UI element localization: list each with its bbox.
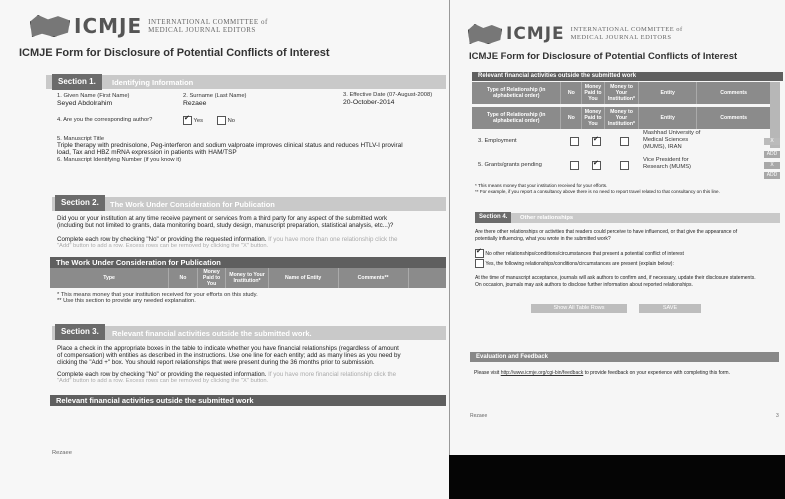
row2-no-checkbox[interactable] (570, 161, 579, 170)
visit-prefix: Please visit (474, 370, 500, 376)
section2-note2: ** Use this section to provide any needed explanation. (57, 298, 196, 304)
page2-note2: ** For example, if you report a consultancy above there is no need to report travel related to that consultancy on this line. (475, 189, 720, 194)
section3-para-line3: clicking the "Add +" box. You should report relationships that were present during the 36 months prior to submission. (57, 359, 375, 366)
col-money-institution: Money to Your Institution* (226, 268, 268, 288)
p2-col-no: No (561, 82, 582, 104)
section1-number: Section 1. (52, 74, 102, 90)
section3-para-line2: of compensation) with entities as described in the instructions. Use one line for each entity; add as many lines as you need by (57, 352, 401, 359)
section3-table-bar: Relevant financial activities outside the submitted work (50, 395, 446, 406)
surname-label: 2. Surname (Last Name) (183, 93, 247, 99)
world-map-icon-2 (468, 24, 502, 44)
section4-option-no[interactable] (475, 249, 684, 258)
row1-entity-line3: (MUMS), IRAN (643, 144, 682, 150)
logo2-sub-line1: INTERNATIONAL COMMITTEE of (570, 26, 683, 33)
p2-col-comments-2: Comments (720, 115, 748, 121)
section2-number: Section 2. (55, 195, 105, 211)
option-yes-label: Yes, the following relationships/conditions/circumstances are present (explain below): (485, 260, 674, 267)
row2-entity[interactable] (643, 157, 691, 171)
page2-footer: Rezaee (470, 413, 488, 419)
p2-col-money-paid-2: Money Paid to You (582, 107, 605, 129)
section2-complete-gray: If you have more than one relationship click the (268, 236, 398, 243)
section3-para-line1: Place a check in the appropriate boxes in the table to indicate whether you have financial relationships (regardless of amount (57, 345, 399, 352)
feedback-text (474, 370, 730, 376)
p2-col-type: Type of Relationship (in alphabetical order) (472, 82, 561, 104)
page2-note1: * This means money that your institution received for your efforts. (475, 183, 608, 188)
logo-name: ICMJE (74, 14, 143, 38)
evaluation-feedback-bar: Evaluation and Feedback (470, 352, 779, 362)
remove-row-button-2[interactable]: X (764, 162, 780, 169)
given-name-label: 1. Given Name (First Name) (57, 93, 130, 99)
p2-col-type-2: Type of Relationship (in alphabetical order) (472, 107, 561, 129)
manuscript-id-label: 6. Manuscript Identifying Number (if you know it) (57, 157, 182, 163)
section2-complete-text: Complete each row by checking "No" or providing the requested information. (57, 236, 267, 243)
row1-entity-line1: Mashhad University of (643, 130, 701, 136)
section4-question-line1: Are there other relationships or activities that readers could perceive to have influenced, or that give the appearance of (475, 229, 738, 235)
row1-no-checkbox[interactable] (570, 137, 579, 146)
option-no-label: No other relationships/conditions/circumstances that present a potential conflict of interest (485, 250, 684, 257)
section3-add-line: "Add" button to add a row. Excess rows can be removed by clicking the "X" button. (57, 378, 269, 384)
effective-date-label: 3. Effective Date (07-August-2008) (343, 92, 433, 98)
section3-complete-text: Complete each row by checking "No" or providing the requested information. (57, 371, 267, 378)
black-background (449, 455, 785, 499)
col-comments: Comments** (339, 268, 409, 288)
section4-para-line2: On occasion, journals may ask authors to disclose further information about reported relationships. (475, 282, 693, 288)
table-row-1-type: 3. Employment (478, 138, 517, 144)
show-all-rows-button[interactable]: Show All Table Rows (531, 304, 627, 313)
row2-entity-line1: Vice President for (643, 157, 689, 163)
yes-label: Yes (193, 118, 203, 125)
add-row-button-1[interactable]: ADD (764, 151, 780, 158)
given-name-value[interactable]: Seyed Abdolrahim (57, 100, 113, 107)
yes-checkbox[interactable] (183, 116, 192, 125)
section3-complete-gray: If you have more financial relationship click the (268, 371, 397, 378)
surname-value[interactable]: Rezaee (183, 100, 207, 107)
section3-number: Section 3. (55, 324, 105, 340)
section3-instructions (57, 371, 396, 378)
col-money-paid: Money Paid to You (198, 268, 227, 288)
yes-option[interactable] (183, 116, 203, 125)
no-checkbox[interactable] (217, 116, 226, 125)
row2-paid-checkbox[interactable] (592, 161, 601, 170)
logo-sub-line1: INTERNATIONAL COMMITTEE of (148, 18, 268, 26)
no-label: No (227, 118, 236, 125)
section1-header (46, 75, 446, 89)
section2-question-line2: (including but not limited to grants, data monitoring board, study design, manuscript preparation, statistical analysis, etc...)? (57, 222, 394, 229)
page-number: 3 (776, 413, 779, 419)
p2-col-money-inst: Money to Your Institution* (605, 82, 639, 104)
option-yes-checkbox[interactable] (475, 259, 484, 268)
effective-date-value[interactable]: 20-October-2014 (343, 99, 395, 106)
section4-question-line2: potentially influencing, what you wrote in the submitted work? (475, 236, 611, 242)
manuscript-title-line1[interactable]: Triple therapy with prednisolone, Peg-interferon and sodium valproate improves clinical status and reduces HTLV-I proviral (57, 142, 403, 149)
p2-col-no-2: No (561, 107, 582, 129)
feedback-link[interactable]: http://www.icmje.org/cgi-bin/feedback (500, 370, 584, 376)
remove-row-button[interactable]: X (764, 138, 780, 145)
save-button[interactable]: SAVE (639, 304, 701, 313)
p2-col-money-inst-2: Money to Your Institution* (605, 107, 639, 129)
form-page-2 (449, 0, 785, 455)
col-type: Type (50, 268, 169, 288)
col-no: No (169, 268, 198, 288)
section2-add-line: "Add" button to add a row. Excess rows can be removed by clicking the "X" button. (57, 243, 269, 249)
logo-subtitle-2 (571, 26, 683, 42)
table-row-2-type: 5. Grants/grants pending (478, 162, 542, 168)
section2-instructions (57, 236, 397, 243)
section2-question-line1: Did you or your institution at any time receive payment or services from a third party for any aspect of the submitted work (57, 215, 388, 222)
page2-table-bar: Relevant financial activities outside the submitted work (472, 72, 783, 81)
section4-number: Section 4. (475, 212, 511, 223)
corresponding-question: 4. Are you the corresponding author? (57, 117, 153, 123)
icmje-logo (30, 14, 268, 38)
col-entity: Name of Entity (269, 268, 339, 288)
manuscript-title-label: 5. Manuscript Title (57, 136, 105, 142)
section4-option-yes[interactable] (475, 259, 674, 268)
row1-entity[interactable] (643, 130, 700, 151)
visit-suffix: to provide feedback on your experience with completing this form. (584, 370, 730, 376)
row2-entity-line2: Research (MUMS) (643, 164, 691, 170)
form-title: ICMJE Form for Disclosure of Potential Conflicts of Interest (19, 47, 330, 59)
section2-table-header (50, 268, 446, 288)
no-option[interactable] (217, 116, 235, 125)
add-row-button-2[interactable]: ADD (764, 172, 780, 179)
option-no-checkbox[interactable] (475, 249, 484, 258)
col-actions (409, 268, 446, 288)
manuscript-title-line2[interactable]: load, Tax and HBZ mRNA expression in patients with HAM/TSP (57, 149, 237, 156)
logo2-sub-line2: MEDICAL JOURNAL EDITORS (570, 34, 672, 41)
p2-col-comments: Comments (720, 90, 748, 96)
section4-title: Other relationships (520, 215, 574, 221)
section2-table-bar: The Work Under Consideration for Publication (50, 257, 446, 268)
row1-entity-line2: Medical Sciences (643, 137, 689, 143)
section2-title: The Work Under Consideration for Publication (110, 200, 275, 209)
row1-paid-checkbox[interactable] (592, 137, 601, 146)
logo-sub-line2: MEDICAL JOURNAL EDITORS (148, 26, 256, 34)
page2-table-header-1 (472, 82, 770, 104)
logo-subtitle (148, 18, 268, 34)
p2-col-entity-2: Entity (639, 107, 697, 129)
logo-name-2: ICMJE (506, 24, 565, 44)
row1-inst-checkbox[interactable] (620, 137, 629, 146)
p2-col-entity: Entity (639, 82, 697, 104)
icmje-logo-2 (468, 24, 683, 44)
page1-footer: Rezaee (52, 450, 72, 456)
page2-table-header-2 (472, 107, 770, 129)
section2-note1: * This means money that your institution received for your efforts on this study. (57, 292, 258, 298)
world-map-icon (30, 15, 70, 37)
section3-title: Relevant financial activities outside the submitted work. (112, 329, 312, 338)
row2-inst-checkbox[interactable] (620, 161, 629, 170)
section4-para-line1: At the time of manuscript acceptance, journals will ask authors to confirm and, if necessary, update their disclosure statements. (475, 275, 756, 281)
p2-col-money-paid: Money Paid to You (582, 82, 605, 104)
form-title-2: ICMJE Form for Disclosure of Potential Conflicts of Interest (469, 51, 738, 62)
section1-title: Identifying Information (112, 78, 194, 87)
